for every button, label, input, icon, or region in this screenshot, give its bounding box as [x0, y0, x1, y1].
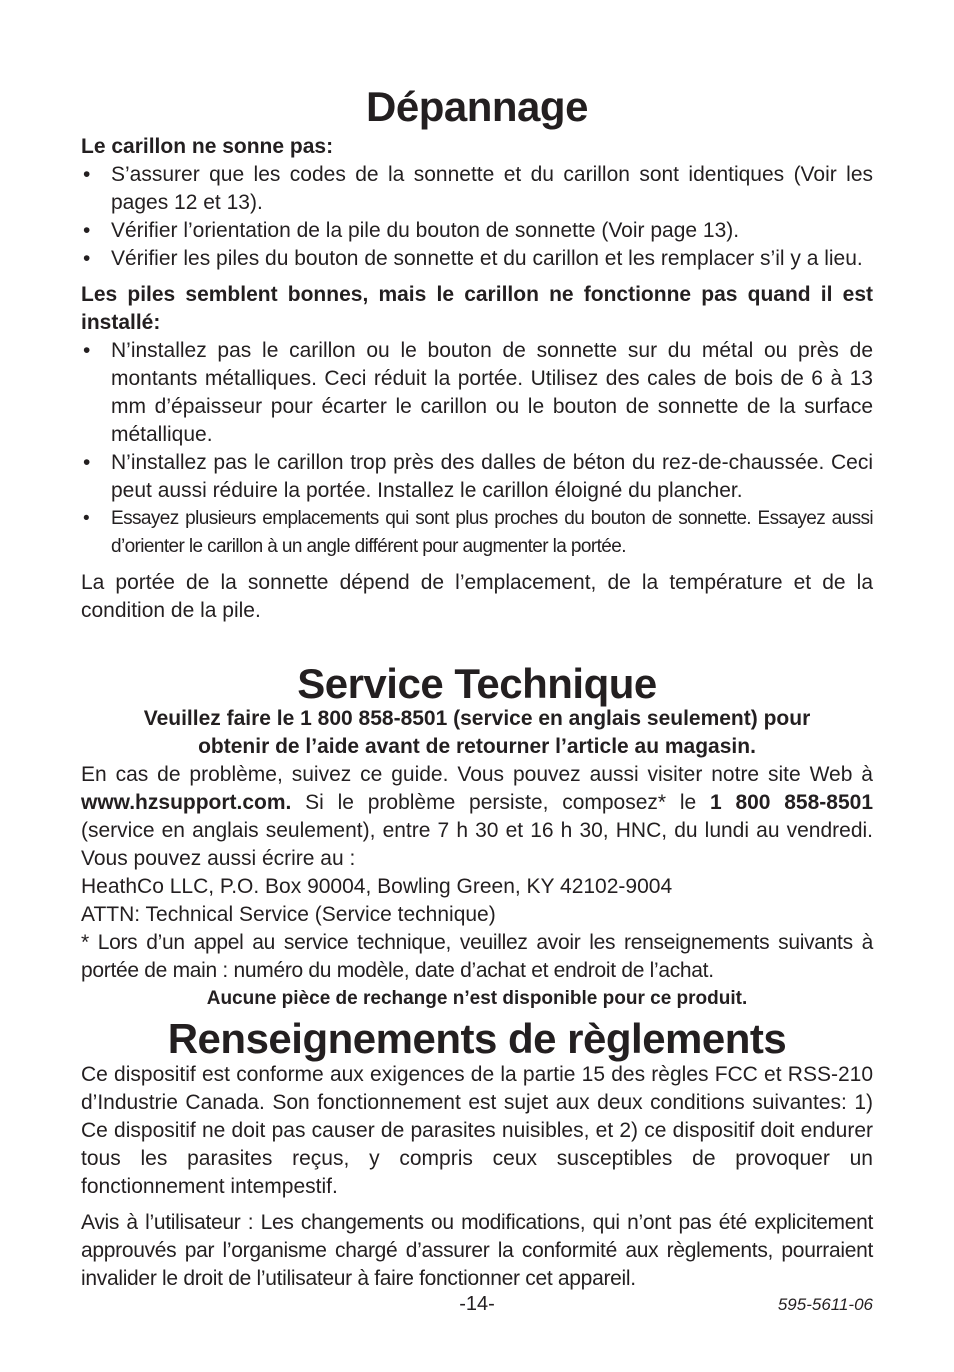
- document-code: 595-5611-06: [777, 1295, 873, 1314]
- mailing-address: HeathCo LLC, P.O. Box 90004, Bowling Green, KY 42102-9004: [81, 875, 673, 898]
- service-paragraph: En cas de problème, suivez ce guide. Vous pouvez aussi visiter notre site Web à www.hzsupport.com. Si le problème persiste, composez* le 1 800 858-8501 (service en anglais seulement), entre 7 h 30 et 16 h 30, HNC, du lundi au vendredi. Vous pouvez aussi écrire au :: [81, 763, 873, 870]
- range-note: La portée de la sonnette dépend de l’emplacement, de la température et de la condition de la pile.: [81, 571, 873, 622]
- bullet-icon: •: [83, 247, 91, 270]
- troubleshooting-section: [81, 133, 873, 625]
- list-item: • Vérifier les piles du bouton de sonnette et du carillon et les remplacer s’il y a lieu.: [81, 245, 873, 273]
- no-parts-note: Aucune pièce de rechange n’est disponible pour ce produit.: [206, 988, 748, 1009]
- bullet-icon: •: [83, 508, 90, 529]
- troubleshooting-title: Dépannage: [366, 83, 588, 130]
- service-intro-line1: Veuillez faire le 1 800 858-8501 (service en anglais seulement) pour: [143, 707, 811, 730]
- service-title: Service Technique: [297, 660, 657, 707]
- bullet-icon: •: [83, 219, 91, 242]
- no-ring-list: [81, 161, 873, 273]
- list-item: • N’installez pas le carillon trop près des dalles de béton du rez-de-chaussée. Ceci peut aussi réduire la portée. Installez le carillon éloigné du plancher.: [83, 451, 873, 502]
- user-notice-paragraph: Avis à l’utilisateur : Les changements ou modifications, qui n’ont pas été explicitement approuvés par l’organisme chargé d’assurer la conformité aux règlements, pourraient invalider le droit de l’utilisateur à faire fonctionner cet appareil.: [81, 1211, 873, 1290]
- service-footnote: * Lors d’un appel au service technique, veuillez avoir les renseignements suivants à portée de main : numéro du modèle, date d’achat et endroit de l’achat.: [81, 931, 873, 982]
- no-ring-heading: Le carillon ne sonne pas:: [81, 135, 334, 158]
- service-intro-line2: obtenir de l’aide avant de retourner l’article au magasin.: [198, 735, 756, 758]
- bullet-icon: •: [83, 163, 91, 186]
- fcc-paragraph: Ce dispositif est conforme aux exigences de la partie 15 des règles FCC et RSS-210 d’Industrie Canada. Son fonctionnement est sujet aux deux conditions suivantes: 1) Ce dispositif ne doit pas causer de parasites nuisibles, et 2) ce dispositif doit endurer tous les parasites reçus, y compris ceux susceptibles de provoquer un fonctionnement intempestif.: [81, 1063, 873, 1198]
- phone-number: 1 800 858-8501: [709, 791, 873, 814]
- bullet-icon: •: [83, 451, 91, 474]
- attn-line: ATTN: Technical Service (Service technique): [81, 903, 496, 926]
- list-item: • Essayez plusieurs emplacements qui sont plus proches du bouton de sonnette. Essayez aussi d’orienter le carillon à un angle différent pour augmenter la portée.: [81, 505, 873, 561]
- batteries-ok-heading: Les piles semblent bonnes, mais le carillon ne fonctionne pas quand il est installé:: [81, 283, 873, 334]
- service-section: [81, 705, 873, 1013]
- regulations-section: [81, 1061, 873, 1293]
- regulations-title: Renseignements de règlements: [167, 1015, 787, 1062]
- list-item: • S’assurer que les codes de la sonnette et du carillon sont identiques (Voir les pages 12 et 13).: [83, 163, 873, 214]
- list-item: • Vérifier l’orientation de la pile du bouton de sonnette (Voir page 13).: [81, 217, 873, 245]
- batteries-ok-list: [81, 337, 873, 561]
- bullet-icon: •: [83, 339, 91, 362]
- website-link: www.hzsupport.com.: [81, 791, 292, 814]
- list-item: • N’installez pas le carillon ou le bouton de sonnette sur du métal ou près de montants métalliques. Ceci réduit la portée. Utilisez des cales de bois de 6 à 13 mm d’épaisseur pour écarter le carillon ou le bouton de sonnette de la surface métallique.: [83, 339, 873, 446]
- page-number: -14-: [459, 1293, 495, 1315]
